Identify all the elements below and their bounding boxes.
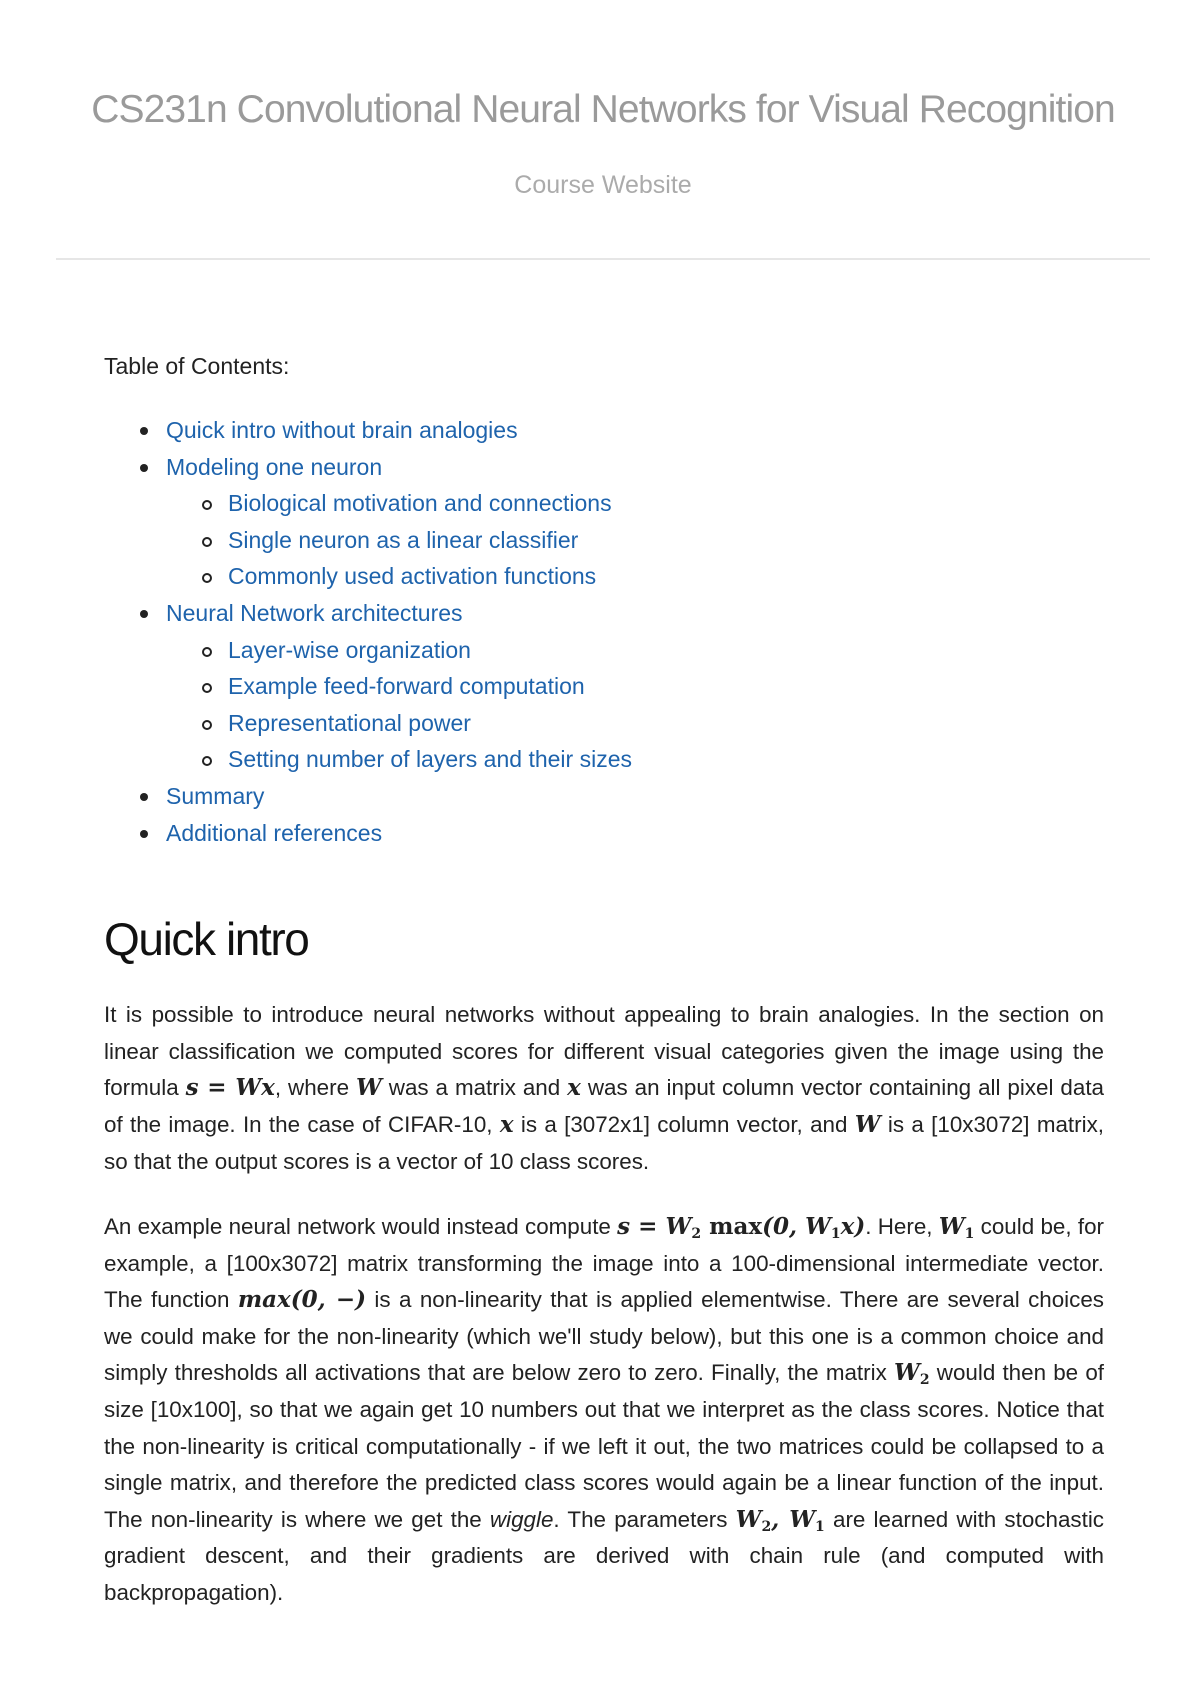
bullet-icon	[140, 464, 148, 472]
hollow-bullet-icon	[202, 573, 212, 583]
math-formula	[736, 1506, 825, 1533]
text-run: could be, for example, a [100x3072] matrix transforming the image into a 100-dimensional intermediate vector. The function	[104, 1214, 1104, 1313]
text-run: are learned with stochastic gradient descent, and their gradients are derived with chain rule (and computed with backpropagation).	[104, 1506, 1104, 1606]
toc-subitem	[104, 668, 1104, 705]
toc-item	[104, 449, 1104, 486]
math-symbol	[938, 1213, 975, 1243]
paragraph-example-network	[104, 1209, 1104, 1612]
text-run: was an input column vector containing all pixel data of the image. In the case of CIFAR-10,	[104, 1075, 1104, 1137]
math-symbol	[893, 1359, 930, 1389]
text-run: is a non-linearity that is applied elementwise. There are several choices we could make for the non-linearity (which we'll study below), but this one is a common choice and simply thresholds all activations that are below zero to zero. Finally, the matrix	[104, 1287, 1104, 1386]
math-part: s = W	[617, 1213, 692, 1241]
toc-item	[104, 412, 1104, 449]
toc-item	[104, 815, 1104, 852]
hollow-bullet-icon	[202, 537, 212, 547]
text-run: It is possible to introduce neural networks without appealing to brain analogies. In the section on linear classification we computed scores for different visual categories given the image using the formula	[104, 1002, 1104, 1101]
toc-subitem	[104, 522, 1104, 559]
math-subscript: 1	[830, 1226, 841, 1243]
hollow-bullet-icon	[202, 720, 212, 730]
math-part: max	[701, 1213, 763, 1241]
site-subtitle: Course Website	[514, 171, 692, 199]
math-part: W	[893, 1359, 920, 1387]
text-run: . Here,	[865, 1214, 939, 1240]
toc-link-summary[interactable]: Summary	[166, 782, 265, 809]
emphasis-text: wiggle	[489, 1506, 554, 1532]
hollow-bullet-icon	[202, 647, 212, 657]
text-run: would then be of size [10x100], so that we again get 10 numbers out that we interpret as the class scores. Notice that the non-linearity is critical computationally - if we left it out, the two matrices could be collapsed to a single matrix, and therefore the predicted class scores would again be a linear function of the input. The non-linearity is where we get the	[104, 1360, 1104, 1532]
toc-link-feed-forward[interactable]: Example feed-forward computation	[228, 673, 585, 700]
math-subscript: 2	[919, 1372, 930, 1389]
toc-link-nn-architectures[interactable]: Neural Network architectures	[166, 599, 463, 626]
toc-link-activation-functions[interactable]: Commonly used activation functions	[228, 563, 597, 590]
toc-link-modeling-one-neuron[interactable]: Modeling one neuron	[166, 453, 383, 480]
math-part: x)	[840, 1213, 866, 1241]
math-symbol: W	[355, 1074, 382, 1102]
bullet-icon	[140, 793, 148, 801]
math-subscript: 2	[761, 1518, 772, 1535]
text-run: . The parameters	[553, 1506, 736, 1532]
article-content	[104, 350, 1104, 1612]
hollow-bullet-icon	[202, 756, 212, 766]
section-title: Quick intro	[104, 913, 309, 966]
toc-link-layer-sizes[interactable]: Setting number of layers and their sizes	[228, 746, 632, 773]
toc-subitem	[104, 558, 1104, 595]
math-subscript: 1	[964, 1226, 975, 1243]
math-formula: s = Wx	[185, 1074, 275, 1102]
toc-item	[104, 778, 1104, 815]
math-formula	[617, 1213, 866, 1243]
hollow-bullet-icon	[202, 683, 212, 693]
text-run: is a [3072x1] column vector, and	[513, 1111, 855, 1137]
math-subscript: 1	[815, 1518, 825, 1535]
math-part: W	[938, 1213, 965, 1241]
text-run: An example neural network would instead compute	[104, 1214, 618, 1240]
math-symbol: W	[854, 1110, 881, 1138]
math-symbol: x	[567, 1074, 581, 1102]
toc-link-representational-power[interactable]: Representational power	[228, 709, 471, 736]
paragraph-intro	[104, 997, 1104, 1180]
toc-subitem	[104, 632, 1104, 669]
toc-link-single-neuron[interactable]: Single neuron as a linear classifier	[228, 526, 579, 553]
toc-link-layer-wise[interactable]: Layer-wise organization	[228, 636, 471, 663]
toc-item	[104, 595, 1104, 632]
math-subscript: 2	[691, 1226, 702, 1243]
toc-subitem	[104, 705, 1104, 742]
math-part: W	[735, 1505, 762, 1533]
bullet-icon	[140, 610, 148, 618]
toc-link-quick-intro[interactable]: Quick intro without brain analogies	[166, 417, 518, 443]
math-symbol: x	[499, 1110, 514, 1138]
bullet-icon	[140, 830, 148, 838]
math-part: (0, W	[762, 1213, 831, 1241]
math-formula: max(0, −)	[237, 1286, 367, 1314]
text-run: was a matrix and	[381, 1075, 568, 1101]
table-of-contents	[104, 412, 1104, 851]
toc-link-biological-motivation[interactable]: Biological motivation and connections	[228, 490, 612, 517]
text-run: is a [10x3072] matrix, so that the output scores is a vector of 10 class scores.	[104, 1111, 1104, 1174]
math-part: , W	[771, 1505, 816, 1533]
bullet-icon	[140, 427, 148, 435]
toc-heading: Table of Contents:	[104, 353, 290, 379]
site-header	[56, 0, 1150, 260]
hollow-bullet-icon	[202, 500, 212, 510]
text-run: , where	[274, 1075, 356, 1101]
toc-subitem	[104, 741, 1104, 778]
toc-link-additional-references[interactable]: Additional references	[166, 819, 383, 846]
toc-subitem	[104, 485, 1104, 522]
site-title-link[interactable]: CS231n Convolutional Neural Networks for Visual Recognition	[91, 88, 1115, 131]
